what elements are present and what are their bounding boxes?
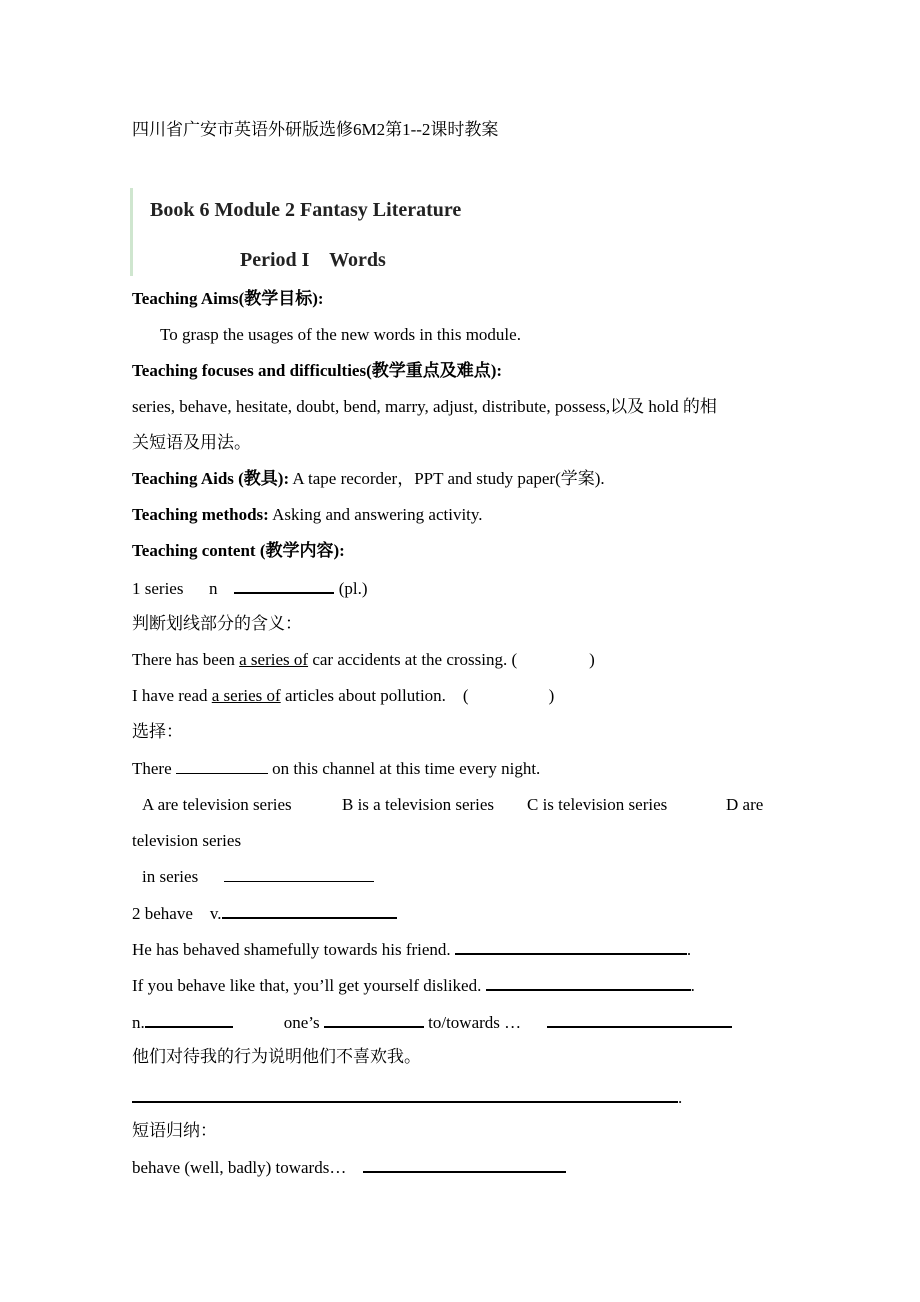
text: to/towards … — [423, 1013, 522, 1032]
period-title: Period I Words — [240, 249, 386, 271]
aims-label: Teaching Aims(教学目标): — [132, 289, 324, 308]
text: one’s — [283, 1013, 324, 1032]
behave-noun-line — [132, 1011, 732, 1034]
methods-line — [132, 504, 483, 526]
behave-chinese: 他们对待我的行为说明他们不喜欢我。 — [132, 1047, 421, 1066]
underlined-phrase: a series of — [211, 686, 281, 705]
behave-sentence-1 — [132, 938, 691, 961]
doc-title: 四川省广安市英语外研版选修6M2第1--2课时教案 — [132, 120, 499, 139]
text: 2 behave v. — [132, 904, 222, 923]
translation-line — [132, 1086, 682, 1109]
focuses-label: Teaching focuses and difficulties(教学重点及难点): — [132, 361, 503, 380]
in-series-line — [142, 866, 374, 888]
aids-text: A tape recorder，PPT and study paper(学案). — [289, 469, 605, 488]
question-line — [132, 758, 540, 780]
text: If you behave like that, you’ll get yourself disliked. — [132, 976, 486, 995]
blank — [222, 902, 397, 919]
text: n. — [132, 1013, 145, 1032]
text: articles about pollution. ( — [280, 686, 469, 705]
blank — [486, 974, 691, 991]
series-sentence-1 — [132, 649, 595, 671]
blank — [324, 1011, 424, 1028]
methods-text: Asking and answering activity. — [268, 505, 483, 524]
blank — [145, 1011, 233, 1028]
text: There has been — [132, 650, 240, 669]
blank — [132, 1086, 678, 1103]
blank — [455, 938, 687, 955]
behave-sentence-2 — [132, 974, 695, 997]
blank — [234, 577, 334, 594]
series-sentence-2 — [132, 685, 554, 707]
behave-head-line — [132, 902, 397, 925]
text: in series — [142, 867, 199, 886]
module-title: Book 6 Module 2 Fantasy Literature — [150, 199, 462, 221]
text: on this channel at this time every night. — [267, 759, 541, 778]
content-label: Teaching content (教学内容): — [132, 541, 345, 560]
text: He has behaved shamefully towards his friend. — [132, 940, 455, 959]
aims-text: To grasp the usages of the new words in this module. — [160, 325, 521, 344]
heading-bar — [130, 188, 133, 276]
text: car accidents at the crossing. ( — [308, 650, 518, 669]
text: There — [132, 759, 176, 778]
behave-phrase-line — [132, 1156, 566, 1179]
choose-label: 选择： — [132, 722, 183, 741]
option-d-cont: television series — [132, 831, 242, 850]
methods-label: Teaching methods: — [132, 505, 269, 524]
series-head-line — [132, 577, 368, 600]
focuses-line2: 关短语及用法。 — [132, 433, 251, 452]
blank — [547, 1011, 732, 1028]
aids-line — [132, 468, 605, 490]
blank — [176, 758, 268, 774]
series-pl: (pl.) — [334, 579, 368, 598]
series-head: 1 series n — [132, 579, 218, 598]
option-b: B is a television series — [342, 795, 495, 814]
option-d: D are — [726, 795, 764, 814]
text: . — [690, 976, 695, 995]
summary-label: 短语归纳： — [132, 1121, 217, 1140]
focuses-line1: series, behave, hesitate, doubt, bend, marry, adjust, distribute, possess,以及 hold 的相 — [132, 397, 717, 416]
text: ) — [589, 650, 595, 669]
underlined-phrase: a series of — [239, 650, 309, 669]
judge-label: 判断划线部分的含义： — [132, 614, 302, 633]
blank — [224, 866, 374, 882]
option-a: A are television series — [142, 795, 292, 814]
text: . — [686, 940, 692, 959]
text: ) — [548, 686, 555, 705]
aids-label: Teaching Aids (教具): — [132, 469, 290, 488]
text: behave (well, badly) towards… — [132, 1158, 347, 1177]
text: I have read — [132, 686, 212, 705]
option-c: C is television series — [527, 795, 668, 814]
text: . — [678, 1088, 683, 1107]
blank — [363, 1156, 566, 1173]
